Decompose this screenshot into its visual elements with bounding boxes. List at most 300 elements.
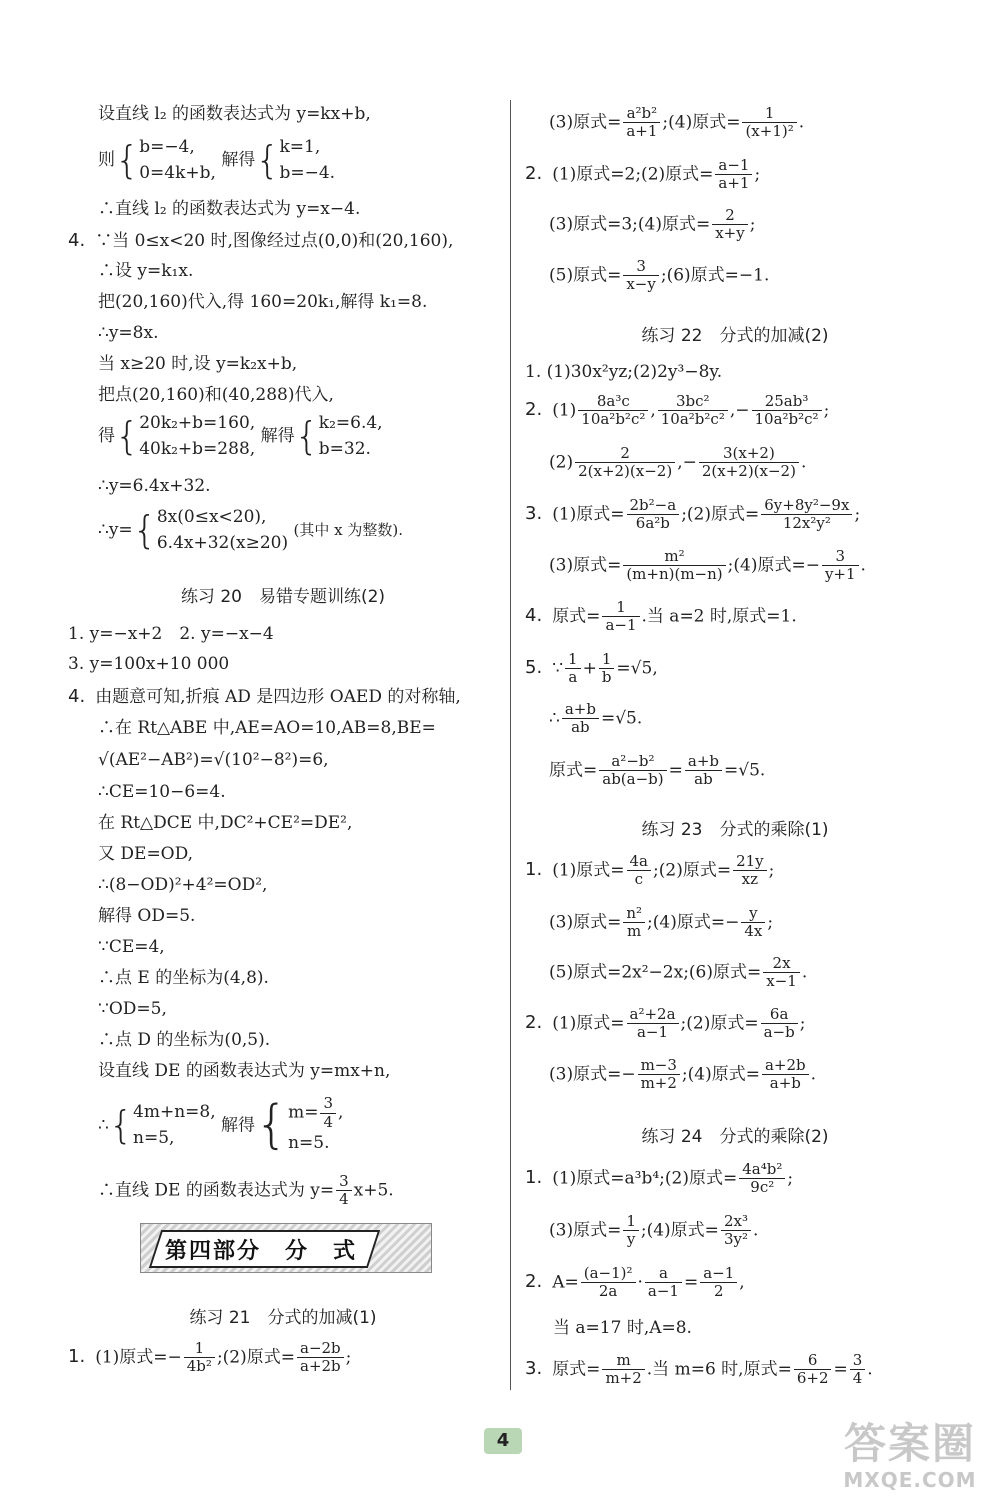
watermark <box>835 1420 985 1492</box>
fraction <box>739 1161 785 1197</box>
text-line: √(AE²−AB²)=√(10²−8²)=6, <box>98 750 329 770</box>
text: ; <box>754 164 761 185</box>
text: ; <box>823 400 830 421</box>
denominator: ab <box>694 770 713 789</box>
text: 得 <box>98 426 115 446</box>
fraction <box>752 393 822 429</box>
section-heading: 练习 21 分式的加减(1) <box>189 1308 377 1328</box>
system-row: n=5. <box>288 1132 330 1153</box>
fraction <box>602 1352 644 1388</box>
text: . <box>752 1220 759 1241</box>
text: 解得 <box>221 150 256 170</box>
text: =√5, <box>616 658 658 679</box>
question-3 <box>525 497 860 533</box>
system-row <box>288 1095 343 1131</box>
section-heading: 练习 22 分式的加减(2) <box>641 326 829 346</box>
fraction <box>762 1057 809 1093</box>
text-line: ∴y=8x. <box>98 323 159 343</box>
text: ; <box>768 860 775 881</box>
system-row: b=32. <box>318 438 371 459</box>
question-number: 4. <box>68 230 86 251</box>
text: (1)原式= <box>552 504 625 525</box>
text-line: 在 Rt△DCE 中,DC²+CE²=DE², <box>98 813 353 833</box>
system-row: k₂=6.4, <box>318 413 383 433</box>
fraction <box>794 1352 832 1388</box>
text: ;(2)原式= <box>216 1347 295 1368</box>
denominator: (x+1)² <box>745 122 794 141</box>
question-1 <box>525 1161 793 1197</box>
brace: { <box>132 507 157 552</box>
text: · <box>637 1272 643 1293</box>
text: . <box>801 962 808 983</box>
fraction <box>565 651 581 687</box>
text: . <box>810 1064 817 1085</box>
fraction <box>627 497 680 533</box>
question-number: 2. <box>525 163 543 185</box>
numerator: 4a⁴b² <box>739 1161 785 1179</box>
text-line: ∴直线 l₂ 的函数表达式为 y=x−4. <box>98 199 361 219</box>
numerator: a+b <box>685 753 722 771</box>
text: ,− <box>729 400 750 421</box>
denominator: 4x <box>744 922 763 941</box>
text-line: 把点(20,160)和(40,288)代入, <box>98 385 334 405</box>
answer-line: 1. y=−x+2 2. y=−x−4 <box>68 624 274 644</box>
text-line: 把(20,160)代入,得 160=20k₁,解得 k₁=8. <box>98 292 428 312</box>
question-4 <box>68 685 461 708</box>
denominator: b <box>601 668 612 687</box>
text: (3)原式= <box>549 112 622 133</box>
question-1 <box>68 1340 351 1376</box>
text: m= <box>288 1102 319 1123</box>
numerator: 2b²−a <box>627 497 680 515</box>
text: ; <box>749 214 756 235</box>
text: ;(2)原式= <box>653 860 732 881</box>
denominator: 10a²b²c² <box>660 410 725 429</box>
fraction <box>336 1173 352 1209</box>
denominator: 4 <box>852 1369 863 1388</box>
text-line: ∵OD=5, <box>98 999 167 1019</box>
numerator: a²+2a <box>627 1006 679 1024</box>
text: = <box>683 1272 699 1293</box>
fraction <box>623 258 659 294</box>
text-line: 解得 OD=5. <box>98 906 196 926</box>
text: 由题意可知,折痕 AD 是四边形 OAED 的对称轴, <box>95 687 461 707</box>
text: 原式= <box>552 1359 601 1380</box>
numerator: 1 <box>565 651 581 669</box>
answer-line <box>549 753 765 789</box>
text: ∴y= <box>98 520 133 540</box>
system-row: k=1, <box>279 137 321 157</box>
fraction <box>623 105 660 141</box>
fraction <box>761 1006 798 1042</box>
text: (1)原式=− <box>95 1347 182 1368</box>
fraction <box>733 853 767 889</box>
text: .当 a=2 时,原式=1. <box>641 606 797 627</box>
denominator: x+y <box>715 224 745 243</box>
text: , <box>650 400 656 421</box>
system-row: 6.4x+32(x≥20) <box>156 532 289 553</box>
numerator: 1 <box>184 1340 215 1358</box>
denominator: a <box>568 668 578 687</box>
equation-system <box>98 135 335 186</box>
text: (3)原式= <box>549 912 622 933</box>
question-3 <box>525 1352 873 1388</box>
numerator: 2x³ <box>721 1213 751 1231</box>
text: ∴ <box>98 1115 109 1136</box>
text: =√5. <box>724 760 766 781</box>
question-number: 5. <box>525 657 543 679</box>
numerator: m <box>602 1352 644 1370</box>
numerator: 6a <box>761 1006 798 1024</box>
fraction <box>575 445 675 481</box>
answer-line <box>549 105 804 141</box>
text-line: ∴y=6.4x+32. <box>98 476 211 496</box>
text: ∴ <box>549 708 560 729</box>
text: ;(4)原式=− <box>647 912 740 933</box>
brace: { <box>108 1103 134 1148</box>
denominator: 2(x+2)(x−2) <box>701 462 796 481</box>
numerator: n² <box>623 905 645 923</box>
denominator: 6+2 <box>796 1369 829 1388</box>
numerator: 3 <box>320 1095 336 1113</box>
numerator: a²−b² <box>599 753 666 771</box>
answer-line <box>549 1057 816 1093</box>
numerator: y <box>741 905 765 923</box>
numerator: 1 <box>742 105 796 123</box>
part-banner <box>140 1223 432 1273</box>
question-number: 1. <box>525 859 543 881</box>
text: 则 <box>98 150 115 170</box>
text: 原式= <box>552 606 601 627</box>
section-heading: 练习 23 分式的乘除(1) <box>641 820 829 840</box>
text: ;(4)原式= <box>662 112 741 133</box>
numerator: 2x <box>763 955 800 973</box>
text-line: 又 DE=OD, <box>98 844 194 864</box>
system-row: b=−4. <box>279 162 336 183</box>
fraction <box>562 701 599 737</box>
denominator: a−b <box>763 1023 795 1042</box>
fraction <box>699 445 799 481</box>
system-rows <box>319 411 383 462</box>
denominator: y <box>626 1230 636 1249</box>
system-row: 4m+n=8, <box>133 1102 216 1123</box>
question-4 <box>525 599 797 635</box>
text: ∵当 0≤x<20 时,图像经过点(0,0)和(20,160), <box>95 231 454 251</box>
system-rows <box>133 1100 216 1151</box>
denominator: a−1 <box>605 616 637 635</box>
fraction <box>658 393 728 429</box>
text: =√5. <box>600 708 643 729</box>
fraction <box>320 1095 336 1131</box>
text: (5)原式= <box>549 265 622 286</box>
text: (5)原式=2x²−2x;(6)原式= <box>549 962 762 983</box>
numerator: a−1 <box>715 157 752 175</box>
denominator: m <box>627 922 642 941</box>
text: + <box>582 658 597 679</box>
denominator: 12x²y² <box>782 514 831 533</box>
numerator: 21y <box>733 853 767 871</box>
text: . <box>800 452 807 473</box>
answer-line <box>549 905 773 941</box>
fraction <box>742 105 796 141</box>
denominator: xz <box>741 870 759 889</box>
fraction <box>712 207 748 243</box>
denominator: a+2b <box>300 1357 341 1376</box>
text: = <box>833 1359 848 1380</box>
text: ;(6)原式=−1. <box>660 265 770 286</box>
text: (1)原式= <box>552 1013 625 1034</box>
text: ; <box>854 504 861 525</box>
numerator: 3 <box>850 1352 866 1370</box>
text-line: 设直线 l₂ 的函数表达式为 y=kx+b, <box>98 104 371 124</box>
system-rows <box>139 411 255 462</box>
text: . <box>798 112 805 133</box>
denominator: m+2 <box>640 1074 677 1093</box>
text: (1) <box>552 400 577 421</box>
text-line <box>98 1173 394 1209</box>
text-line: ∴点 D 的坐标为(0,5). <box>98 1030 271 1050</box>
text: . <box>860 555 866 576</box>
text: . <box>867 1359 873 1380</box>
numerator: a−2b <box>297 1340 344 1358</box>
text: (3)原式=− <box>549 1064 636 1085</box>
answer-line <box>549 955 807 991</box>
denominator: a−1 <box>636 1023 669 1042</box>
text: = <box>668 760 683 781</box>
fraction <box>850 1352 866 1388</box>
fraction <box>623 1213 639 1249</box>
text: ;(4)原式= <box>681 1064 760 1085</box>
numerator: a+2b <box>762 1057 809 1075</box>
question-number: 3. <box>525 503 543 525</box>
fraction <box>599 753 666 789</box>
numerator: 3 <box>336 1173 352 1191</box>
system-row: n=5, <box>133 1127 175 1148</box>
numerator: m−3 <box>638 1057 680 1075</box>
denominator: 2(x+2)(x−2) <box>578 462 673 481</box>
question-2 <box>525 1265 745 1301</box>
numerator: a+b <box>562 701 599 719</box>
text: ;(2)原式= <box>681 504 760 525</box>
text-line: 设直线 DE 的函数表达式为 y=mx+n, <box>98 1061 391 1081</box>
numerator: 6 <box>794 1352 832 1370</box>
numerator: a−1 <box>700 1265 737 1283</box>
numerator: a²b² <box>623 105 660 123</box>
fraction <box>721 1213 751 1249</box>
fraction <box>581 1265 636 1301</box>
text: x+5. <box>353 1180 394 1201</box>
text-line: ∴设 y=k₁x. <box>98 261 194 281</box>
brace: { <box>294 413 319 458</box>
answer-line: 3. y=100x+10 000 <box>68 654 230 674</box>
system-row: 8x(0≤x<20), <box>156 507 267 527</box>
text: ; <box>799 1013 806 1034</box>
text: A= <box>552 1272 579 1293</box>
denominator: 9c² <box>750 1178 775 1197</box>
note: (其中 x 为整数). <box>293 521 403 539</box>
answer-line <box>549 445 806 481</box>
text: ;(2)原式= <box>680 1013 759 1034</box>
question-1 <box>525 853 774 889</box>
answer-line <box>549 207 755 243</box>
denominator: a+1 <box>718 174 750 193</box>
text: .当 m=6 时,原式= <box>646 1359 792 1380</box>
denominator: x−1 <box>766 972 797 991</box>
question-4 <box>68 229 453 252</box>
question-number: 1. <box>68 1346 86 1368</box>
denominator: x−y <box>626 275 656 294</box>
fraction <box>602 599 639 635</box>
denominator: 10a²b²c² <box>581 410 646 429</box>
fraction <box>715 157 752 193</box>
denominator: 2 <box>713 1282 724 1301</box>
denominator: 3y² <box>723 1230 748 1249</box>
denominator: y+1 <box>824 565 856 584</box>
text: ∴直线 DE 的函数表达式为 y= <box>98 1180 335 1201</box>
text-line: 当 x≥20 时,设 y=k₂x+b, <box>98 354 298 374</box>
fraction <box>685 753 722 789</box>
denominator: 10a²b²c² <box>754 410 819 429</box>
question-number: 1. <box>525 1167 543 1189</box>
text: (1)原式=2;(2)原式= <box>552 164 714 185</box>
system-rows <box>139 135 216 186</box>
fraction <box>645 1265 682 1301</box>
text: , <box>338 1102 344 1123</box>
text: ∵ <box>552 658 564 679</box>
text: , <box>739 1272 745 1293</box>
equation-system <box>98 411 383 462</box>
denominator: m+2 <box>605 1369 642 1388</box>
section-heading: 练习 24 分式的乘除(2) <box>641 1127 829 1147</box>
numerator: 2 <box>575 445 675 463</box>
question-5 <box>525 651 658 687</box>
equation-system <box>98 1092 343 1160</box>
denominator: 6a²b <box>635 514 670 533</box>
system-rows <box>288 1095 343 1156</box>
text: (2) <box>549 452 574 473</box>
fraction <box>638 1057 680 1093</box>
text-line: ∴点 E 的坐标为(4,8). <box>98 968 269 988</box>
answer-line <box>549 1213 758 1249</box>
brace: { <box>255 1095 289 1155</box>
denominator: a+b <box>769 1074 801 1093</box>
numerator: 6y+8y²−9x <box>761 497 852 515</box>
question-2 <box>525 1006 805 1042</box>
text: 解得 <box>221 1115 256 1136</box>
fraction <box>623 905 645 941</box>
text: 解得 <box>260 426 295 446</box>
numerator: 4a <box>627 853 652 871</box>
fraction <box>741 905 765 941</box>
answer-line: 1. (1)30x²yz;(2)2y³−8y. <box>525 362 723 382</box>
numerator: m² <box>623 548 725 566</box>
answer-line <box>549 548 866 584</box>
denominator: (m+n)(m−n) <box>626 565 723 584</box>
text: (1)原式= <box>552 860 625 881</box>
system-row: 40k₂+b=288, <box>139 438 256 459</box>
piecewise-function <box>98 505 403 556</box>
brace: { <box>255 137 280 182</box>
text: ;(4)原式= <box>640 1220 719 1241</box>
fraction <box>184 1340 215 1376</box>
question-number: 2. <box>525 1271 543 1293</box>
numerator: 1 <box>602 599 639 617</box>
question-2 <box>525 157 760 193</box>
text: (3)原式=3;(4)原式= <box>549 214 711 235</box>
page-number: 4 <box>484 1428 522 1454</box>
text: (3)原式= <box>549 1220 622 1241</box>
text-line: ∴CE=10−6=4. <box>98 782 226 802</box>
numerator: 3 <box>822 548 859 566</box>
denominator: c <box>634 870 643 889</box>
question-number: 4. <box>525 605 543 627</box>
system-row: 20k₂+b=160, <box>139 413 256 433</box>
numerator: 3 <box>623 258 659 276</box>
question-number: 2. <box>525 399 543 421</box>
answer-line: 当 a=17 时,A=8. <box>553 1318 692 1338</box>
text-line: ∵CE=4, <box>98 937 165 957</box>
denominator: 4 <box>323 1112 334 1131</box>
numerator: 3(x+2) <box>699 445 799 463</box>
fraction <box>822 548 859 584</box>
watermark-url: MXQE.COM <box>843 1468 977 1492</box>
answer-line <box>549 258 769 294</box>
denominator: a+1 <box>626 122 658 141</box>
system-row: b=−4, <box>139 137 195 157</box>
question-number: 4. <box>68 686 86 707</box>
denominator: ab(a−b) <box>602 770 664 789</box>
text: (1)原式=a³b⁴;(2)原式= <box>552 1168 738 1189</box>
fraction <box>627 853 652 889</box>
text-line: ∴在 Rt△ABE 中,AE=AO=10,AB=8,BE= <box>98 718 436 738</box>
brace: { <box>115 137 140 182</box>
watermark-logo: 答案圈 <box>843 1419 976 1468</box>
numerator: 1 <box>599 651 615 669</box>
numerator: 1 <box>623 1213 639 1231</box>
text: (3)原式= <box>549 555 622 576</box>
system-rows <box>157 505 288 556</box>
brace: { <box>115 413 140 458</box>
numerator: (a−1)² <box>581 1265 636 1283</box>
fraction <box>761 497 852 533</box>
fraction <box>578 393 648 429</box>
answer-line <box>549 701 642 737</box>
text: ,− <box>677 452 697 473</box>
denominator: 4 <box>339 1190 349 1209</box>
text: ; <box>787 1168 794 1189</box>
section-heading: 练习 20 易错专题训练(2) <box>180 587 386 607</box>
system-row: 0=4k+b, <box>139 162 216 183</box>
banner-title: 第四部分 分 式 <box>165 1239 358 1264</box>
text: 原式= <box>549 760 598 781</box>
denominator: 2a <box>598 1282 618 1301</box>
denominator: 4b² <box>186 1357 212 1376</box>
numerator: 25ab³ <box>752 393 822 411</box>
text-line: ∴(8−OD)²+4²=OD², <box>98 875 268 895</box>
fraction <box>599 651 615 687</box>
fraction <box>297 1340 344 1376</box>
question-number: 3. <box>525 1358 543 1380</box>
denominator: a−1 <box>647 1282 679 1301</box>
numerator: 8a³c <box>578 393 648 411</box>
column-divider <box>510 100 511 1390</box>
denominator: ab <box>571 718 590 737</box>
numerator: a <box>645 1265 682 1283</box>
text: ; <box>767 912 774 933</box>
numerator: 3bc² <box>658 393 728 411</box>
fraction <box>627 1006 679 1042</box>
text: ;(4)原式=− <box>727 555 820 576</box>
